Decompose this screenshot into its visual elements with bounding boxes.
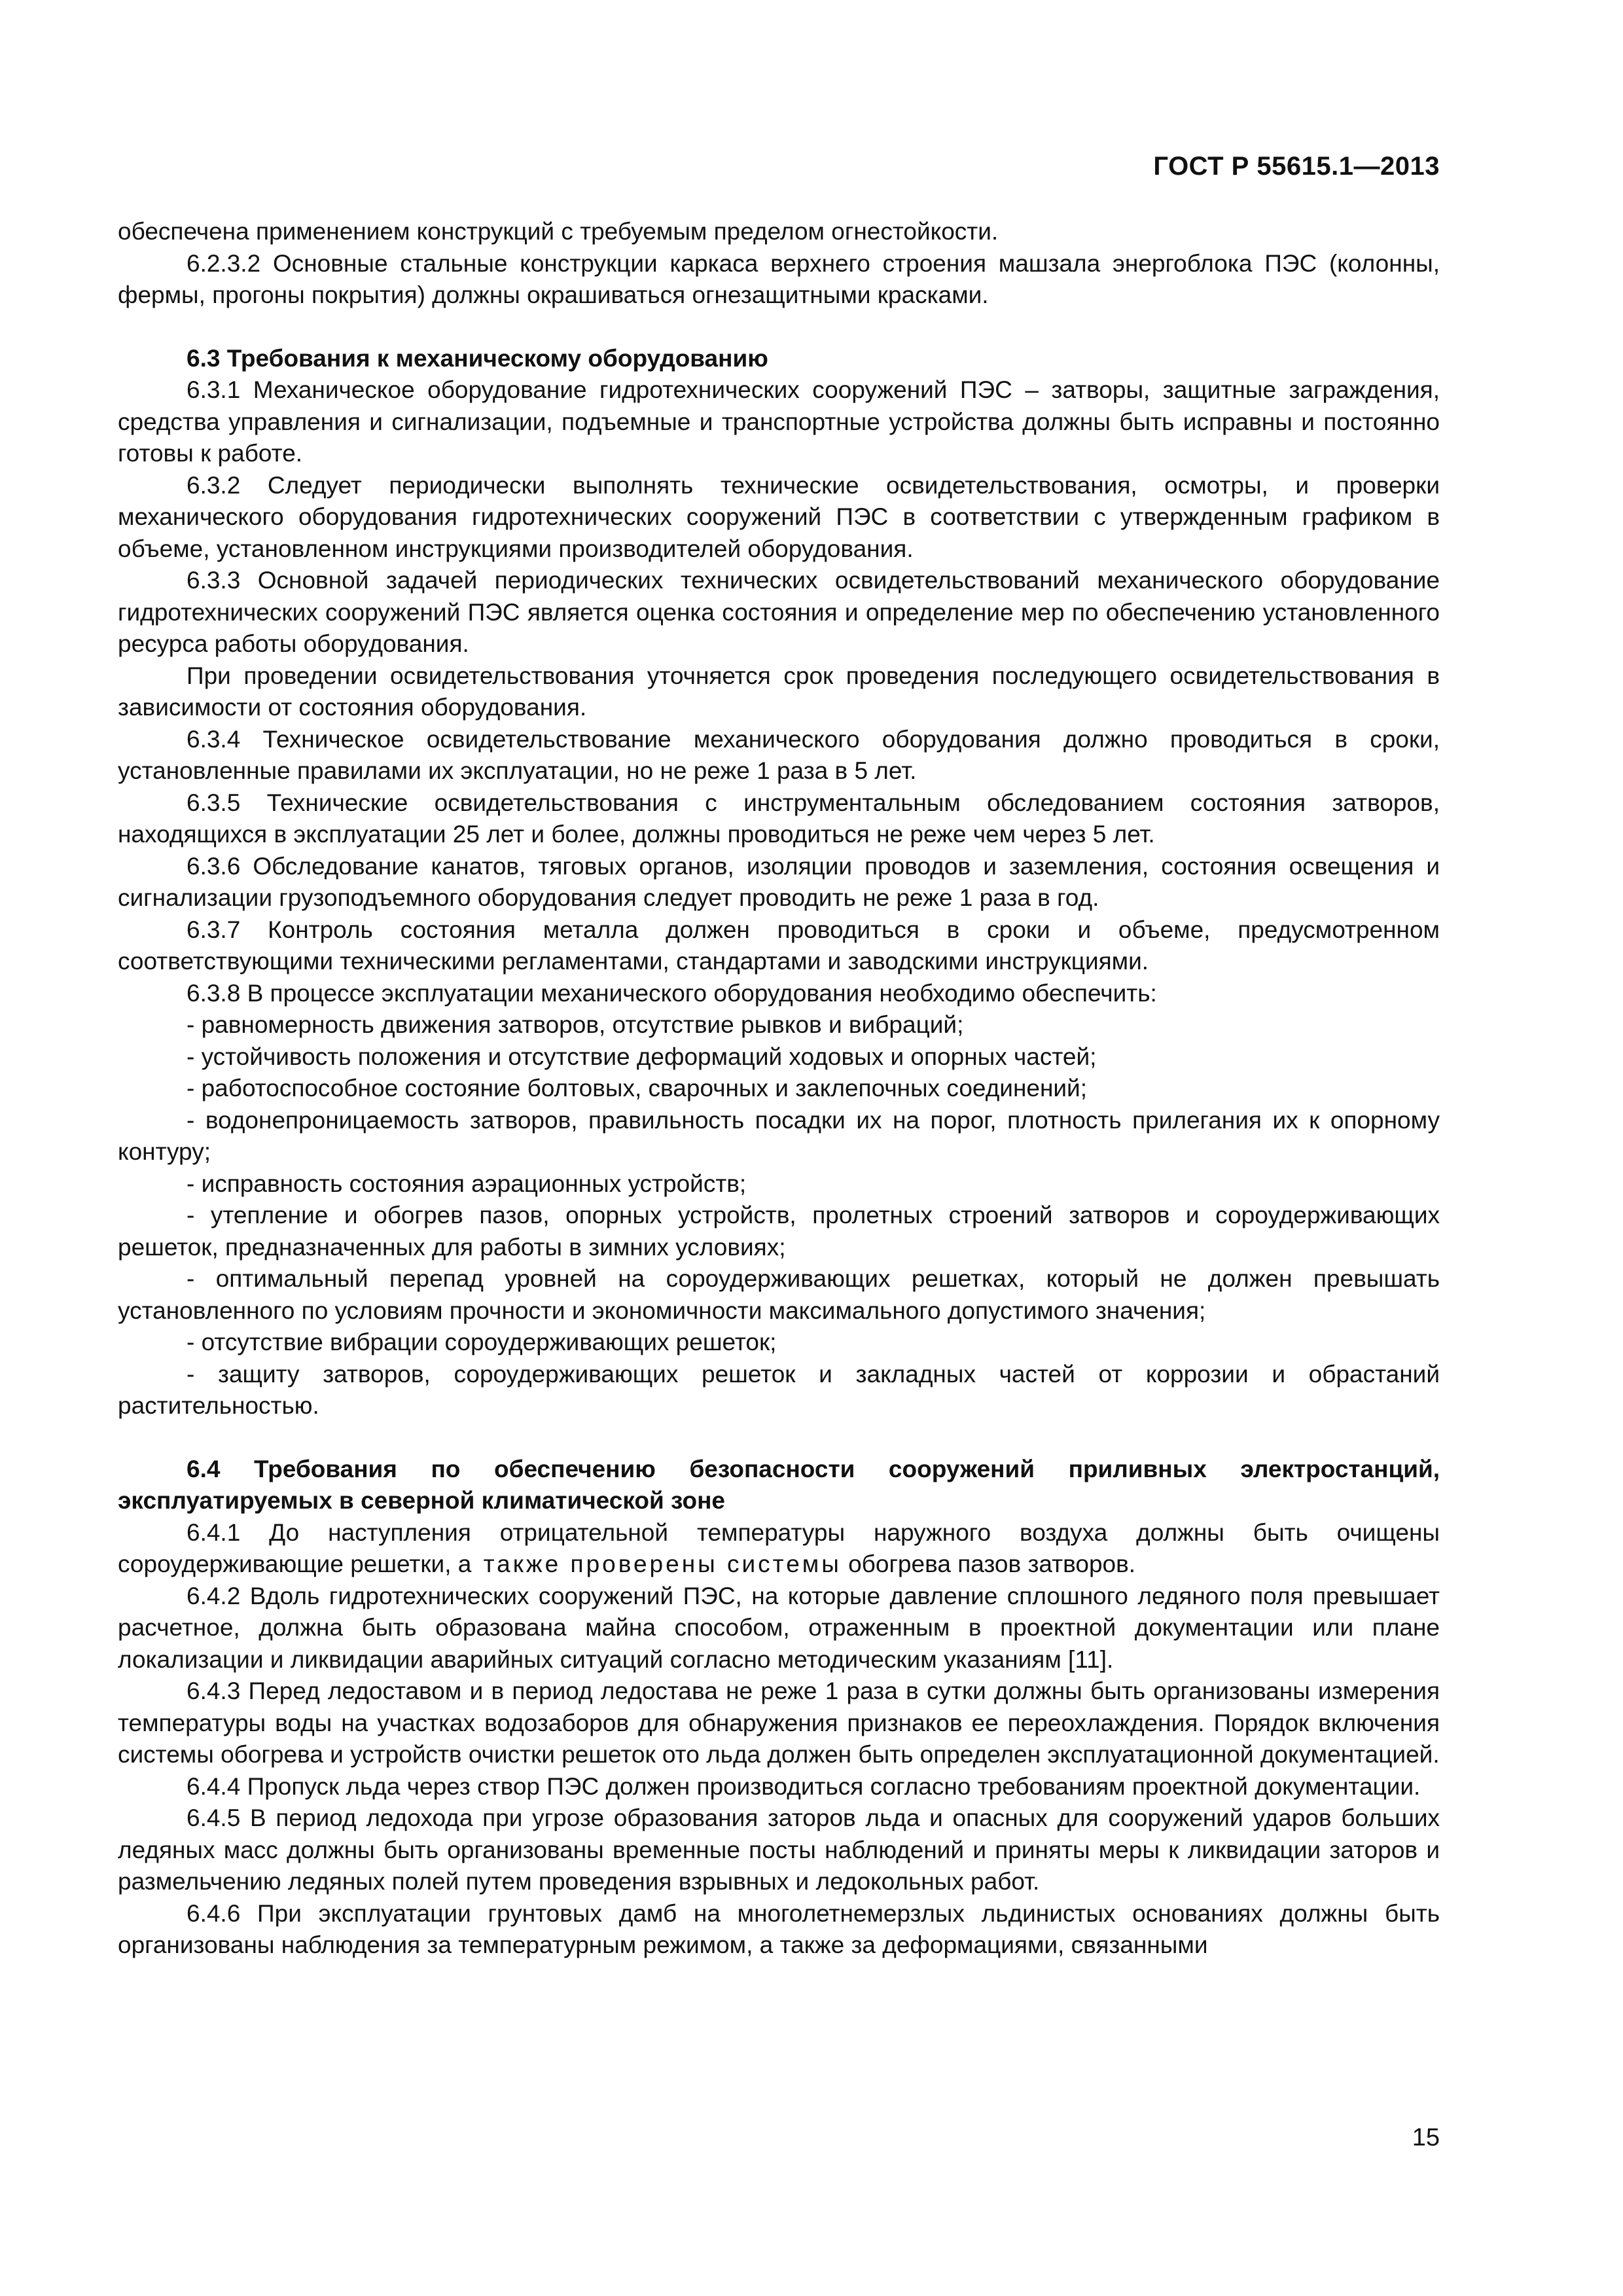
list-item: - исправность состояния аэрационных устройств; bbox=[187, 1170, 747, 1197]
list-item: - устойчивость положения и отсутствие деформаций ходовых и опорных частей; bbox=[187, 1043, 1097, 1070]
list-item: - отсутствие вибрации сороудерживающих решеток; bbox=[187, 1329, 777, 1355]
paragraph-6-3-3: 6.3.3 Основной задачей периодических технических освидетельствований механического оборудование гидротехнических сооружений ПЭС является оценка состояния и определение мер по обеспечению установленного ресурса работы оборудования. bbox=[118, 567, 1440, 657]
section-title-6-4: 6.4 Требования по обеспечению безопасности сооружений приливных электростанций, эксплуатируемых в северной климатической зоне bbox=[118, 1455, 1440, 1514]
paragraph-6-4-1-part-1: 6.4.1 До наступления отрицательной температуры наружного воздуха должны быть очищены сороудерживающие решетки, bbox=[118, 1518, 1440, 1577]
paragraph-6-4-1 bbox=[118, 1517, 1440, 1581]
list-item: - водонепроницаемость затворов, правильность посадки их на порог, плотность прилегания их к опорному контуру; bbox=[118, 1106, 1440, 1165]
paragraph-6-4-3: 6.4.3 Перед ледоставом и в период ледостава не реже 1 раза в сутки должны быть организованы измерения температуры воды на участках водозаборов для обнаружения признаков ее переохлаждения. Порядок включения системы обогрева и устройств очистки решеток ото льда должен быть определен эксплуатационной документацией. bbox=[118, 1677, 1440, 1768]
paragraph-6-2-3-2: 6.2.3.2 Основные стальные конструкции каркаса верхнего строения машзала энергоблока ПЭС (колонны, фермы, прогоны покрытия) должны окрашиваться огнезащитными красками. bbox=[118, 249, 1440, 308]
paragraph-6-3-2: 6.3.2 Следует периодически выполнять технические освидетельствования, осмотры, и проверки механического оборудования гидротехнических сооружений ПЭС в соответствии с утвержденным графиком в объеме, установленном инструкциями производителей оборудования. bbox=[118, 471, 1440, 562]
paragraph-6-3-5: 6.3.5 Технические освидетельствования с инструментальным обследованием состояния затворов, находящихся в эксплуатации 25 лет и более, должны проводиться не реже чем через 5 лет. bbox=[118, 789, 1440, 848]
paragraph-6-4-5: 6.4.5 В период ледохода при угрозе образования заторов льда и опасных для сооружений ударов больших ледяных масс должны быть организованы временные посты наблюдений и приняты меры к ликвидации заторов и размельчению ледяных полей путем проведения взрывных и ледокольных работ. bbox=[118, 1804, 1440, 1895]
paragraph-continuation: обеспечена применением конструкций с требуемым пределом огнестойкости. bbox=[118, 218, 999, 245]
paragraph-6-3-6: 6.3.6 Обследование канатов, тяговых органов, изоляции проводов и заземления, состояния освещения и сигнализации грузоподъемного оборудования следует проводить не реже 1 раза в год. bbox=[118, 852, 1440, 911]
document-body bbox=[118, 216, 1440, 1962]
paragraph-6-4-4: 6.4.4 Пропуск льда через створ ПЭС должен производиться согласно требованиям проектной документации. bbox=[187, 1772, 1421, 1800]
document-code-header: ГОСТ Р 55615.1—2013 bbox=[1153, 152, 1440, 181]
page-number: 15 bbox=[1412, 2124, 1440, 2151]
list-item: - утепление и обогрев пазов, опорных устройств, пролетных строений затворов и сороудерживающих решеток, предназначенных для работы в зимних условиях; bbox=[118, 1202, 1440, 1261]
paragraph-6-4-1-part-3: обогрева пазов затворов. bbox=[848, 1551, 1136, 1577]
paragraph-6-3-4: 6.3.4 Техническое освидетельствование механического оборудования должно проводиться в сроки, установленные правилами их эксплуатации, но не реже 1 раза в 5 лет. bbox=[118, 725, 1440, 784]
paragraph-6-3-1: 6.3.1 Механическое оборудование гидротехнических сооружений ПЭС – затворы, защитные заграждения, средства управления и сигнализации, подъемные и транспортные устройства должны быть исправны и постоянно готовы к работе. bbox=[118, 376, 1440, 467]
list-item: - защиту затворов, сороудерживающих решеток и закладных частей от коррозии и обрастаний растительностью. bbox=[118, 1360, 1440, 1419]
section-title-6-3: 6.3 Требования к механическому оборудованию bbox=[187, 344, 768, 372]
list-item: - оптимальный перепад уровней на сороудерживающих решетках, который не должен превышать установленного по условиям прочности и экономичности максимального допустимого значения; bbox=[118, 1265, 1440, 1324]
paragraph-6-3-8: 6.3.8 В процессе эксплуатации механического оборудования необходимо обеспечить: bbox=[187, 979, 1157, 1007]
paragraph-6-4-6: 6.4.6 При эксплуатации грунтовых дамб на многолетнемерзлых льдинистых основаниях должны быть организованы наблюдения за температурным режимом, а также за деформациями, связанными bbox=[118, 1899, 1440, 1958]
paragraph-6-3-7: 6.3.7 Контроль состояния металла должен проводиться в сроки и объеме, предусмотренном соответствующими техническими регламентами, стандартами и заводскими инструкциями. bbox=[118, 916, 1440, 975]
paragraph-6-3-3-note: При проведении освидетельствования уточняется срок проведения последующего освидетельствования в зависимости от состояния оборудования. bbox=[118, 662, 1440, 721]
paragraph-6-4-1-spaced-part: а также проверены системы bbox=[457, 1551, 842, 1577]
list-item: - работоспособное состояние болтовых, сварочных и заклепочных соединений; bbox=[187, 1075, 1088, 1102]
list-item: - равномерность движения затворов, отсутствие рывков и вибраций; bbox=[187, 1011, 964, 1038]
paragraph-6-4-2: 6.4.2 Вдоль гидротехнических сооружений ПЭС, на которые давление сплошного ледяного поля превышает расчетное, должна быть образована майна способом, отраженным в проектной документации или плане локализации и ликвидации аварийных ситуаций согласно методическим указаниям [11]. bbox=[118, 1582, 1440, 1673]
